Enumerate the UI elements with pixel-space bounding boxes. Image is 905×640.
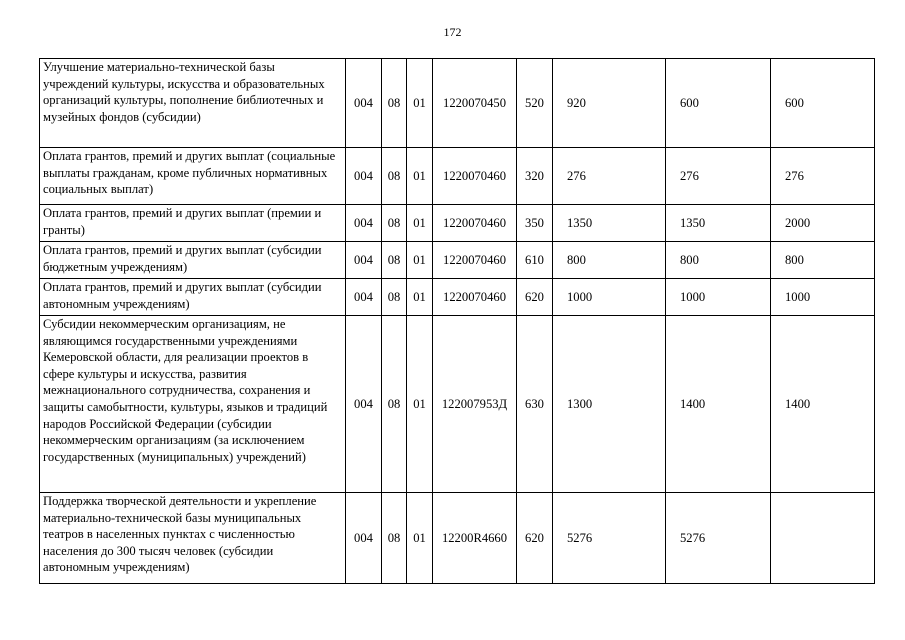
ministry-code: 004 <box>346 279 382 316</box>
section-code: 08 <box>382 59 407 148</box>
section-code: 08 <box>382 205 407 242</box>
table-row <box>40 148 875 205</box>
row-description: Поддержка творческой деятельности и укрепление материально-технической базы муниципальных театров в населенных пунктах с численностью населения до 300 тысяч человек (субсидии автономным учреждениям) <box>40 493 346 584</box>
subsection-code: 01 <box>407 205 433 242</box>
ministry-code: 004 <box>346 493 382 584</box>
amount-year-3: 1000 <box>771 279 875 316</box>
amount-year-1: 1300 <box>553 316 666 493</box>
amount-year-2: 1350 <box>666 205 771 242</box>
row-description: Субсидии некоммерческим организациям, не являющимся государственными учреждениями Кемеровской области, для реализации проектов в сфере культуры и искусства, развития межнационального сотрудничества, сохранения и защиты самобытности, культуры, языков и традиций народов Российской Федерации (субсидии некоммерческим организациям (за исключением государственных (муниципальных) учреждений) <box>40 316 346 493</box>
expense-type-code: 520 <box>517 59 553 148</box>
section-code: 08 <box>382 493 407 584</box>
amount-year-2: 600 <box>666 59 771 148</box>
row-description: Оплата грантов, премий и других выплат (социальные выплаты гражданам, кроме публичных нормативных социальных выплат) <box>40 148 346 205</box>
amount-year-3: 800 <box>771 242 875 279</box>
section-code: 08 <box>382 148 407 205</box>
ministry-code: 004 <box>346 316 382 493</box>
table-row <box>40 205 875 242</box>
table-row <box>40 279 875 316</box>
row-description: Оплата грантов, премий и других выплат (субсидии автономным учреждениям) <box>40 279 346 316</box>
row-description: Улучшение материально-технической базы учреждений культуры, искусства и образовательных организаций культуры, пополнение библиотечных и музейных фондов (субсидии) <box>40 59 346 148</box>
target-article-code: 1220070460 <box>433 205 517 242</box>
expense-type-code: 620 <box>517 493 553 584</box>
ministry-code: 004 <box>346 59 382 148</box>
subsection-code: 01 <box>407 316 433 493</box>
amount-year-1: 5276 <box>553 493 666 584</box>
section-code: 08 <box>382 279 407 316</box>
table-row <box>40 242 875 279</box>
amount-year-2: 800 <box>666 242 771 279</box>
subsection-code: 01 <box>407 59 433 148</box>
expense-type-code: 620 <box>517 279 553 316</box>
target-article-code: 1220070460 <box>433 279 517 316</box>
amount-year-2: 1400 <box>666 316 771 493</box>
subsection-code: 01 <box>407 279 433 316</box>
amount-year-1: 276 <box>553 148 666 205</box>
amount-year-1: 1000 <box>553 279 666 316</box>
row-description: Оплата грантов, премий и других выплат (премии и гранты) <box>40 205 346 242</box>
expense-type-code: 320 <box>517 148 553 205</box>
table-row <box>40 493 875 584</box>
expense-type-code: 610 <box>517 242 553 279</box>
table-row <box>40 59 875 148</box>
page-number: 172 <box>443 25 462 39</box>
section-code: 08 <box>382 316 407 493</box>
ministry-code: 004 <box>346 148 382 205</box>
amount-year-1: 800 <box>553 242 666 279</box>
subsection-code: 01 <box>407 493 433 584</box>
ministry-code: 004 <box>346 205 382 242</box>
expense-type-code: 630 <box>517 316 553 493</box>
target-article-code: 12200R4660 <box>433 493 517 584</box>
amount-year-2: 276 <box>666 148 771 205</box>
expense-type-code: 350 <box>517 205 553 242</box>
amount-year-3: 600 <box>771 59 875 148</box>
target-article-code: 1220070460 <box>433 148 517 205</box>
row-description: Оплата грантов, премий и других выплат (субсидии бюджетным учреждениям) <box>40 242 346 279</box>
subsection-code: 01 <box>407 242 433 279</box>
amount-year-1: 920 <box>553 59 666 148</box>
ministry-code: 004 <box>346 242 382 279</box>
amount-year-3: 2000 <box>771 205 875 242</box>
subsection-code: 01 <box>407 148 433 205</box>
amount-year-3: 1400 <box>771 316 875 493</box>
amount-year-3 <box>771 493 875 584</box>
target-article-code: 1220070450 <box>433 59 517 148</box>
target-article-code: 1220070460 <box>433 242 517 279</box>
amount-year-3: 276 <box>771 148 875 205</box>
budget-table-body <box>40 59 875 584</box>
budget-table <box>39 58 875 584</box>
amount-year-2: 5276 <box>666 493 771 584</box>
table-row <box>40 316 875 493</box>
section-code: 08 <box>382 242 407 279</box>
amount-year-1: 1350 <box>553 205 666 242</box>
amount-year-2: 1000 <box>666 279 771 316</box>
target-article-code: 122007953Д <box>433 316 517 493</box>
